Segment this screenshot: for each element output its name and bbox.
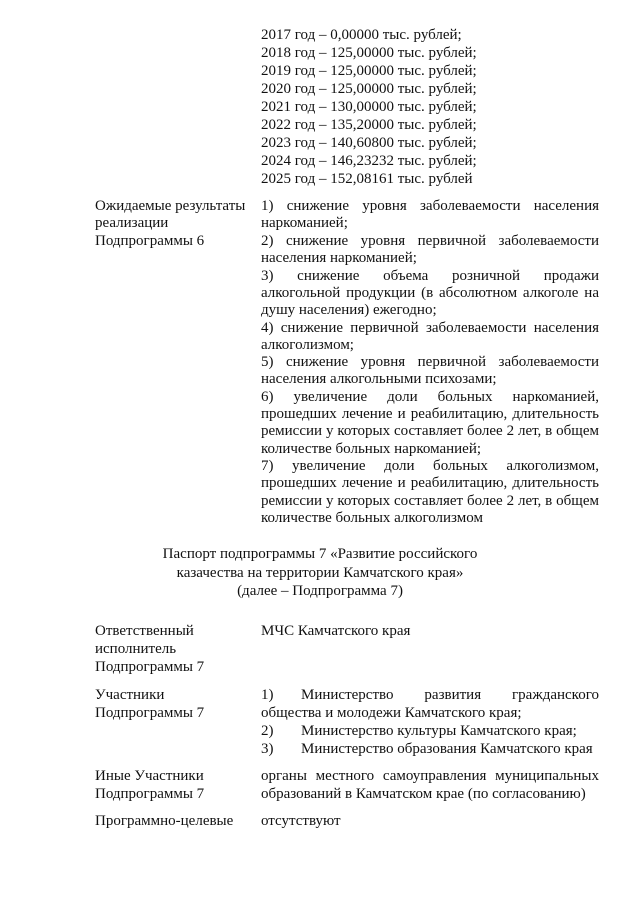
funding-year-2023: 2023 год – 140,60800 тыс. рублей; — [261, 135, 477, 151]
results-line: прошедших лечение и реабилитацию, длительность — [261, 406, 599, 422]
results-line: количестве больных алкоголизмом — [261, 510, 483, 526]
funding-year-2021: 2021 год – 130,00000 тыс. рублей; — [261, 99, 477, 115]
participant-item: Министерство развития гражданского — [301, 687, 599, 703]
participant-item: Министерство культуры Камчатского края; — [301, 723, 577, 739]
results-line: населения алкогольными психозами; — [261, 371, 497, 387]
participant-number: 2) — [261, 723, 274, 739]
other-participants-label: Иные Участники — [95, 768, 204, 784]
participant-number: 1) — [261, 687, 274, 703]
results-line: 7) увеличение доли больных алкоголизмом, — [261, 458, 599, 474]
funding-year-2025: 2025 год – 152,08161 тыс. рублей — [261, 171, 473, 187]
responsible-label: Ответственный — [95, 623, 194, 639]
passport-title: казачества на территории Камчатского края» — [176, 565, 464, 581]
results-line: 1) снижение уровня заболеваемости населения — [261, 198, 599, 214]
other-participants-line: образований в Камчатском крае (по согласованию) — [261, 786, 586, 802]
results-line: ремиссии у которых составляет более 2 лет, в общем — [261, 493, 599, 509]
results-line: 3) снижение объема розничной продажи — [261, 268, 599, 284]
funding-year-2019: 2019 год – 125,00000 тыс. рублей; — [261, 63, 477, 79]
results-line: 6) увеличение доли больных наркоманией, — [261, 389, 599, 405]
results-line: 5) снижение уровня первичной заболеваемости — [261, 354, 599, 370]
funding-year-2024: 2024 год – 146,23232 тыс. рублей; — [261, 153, 477, 169]
funding-year-2022: 2022 год – 135,20000 тыс. рублей; — [261, 117, 477, 133]
responsible-label: исполнитель — [95, 641, 177, 657]
passport-title: (далее – Подпрограмма 7) — [237, 583, 403, 599]
results-line: наркоманией; — [261, 215, 348, 231]
results-line: населения наркоманией; — [261, 250, 417, 266]
program-target-label: Программно-целевые — [95, 813, 234, 829]
other-participants-label: Подпрограммы 7 — [95, 786, 205, 802]
participants-label: Подпрограммы 7 — [95, 705, 205, 721]
results-line: душу населения) ежегодно; — [261, 302, 437, 318]
participant-item: общества и молодежи Камчатского края; — [261, 705, 522, 721]
participant-item: Министерство образования Камчатского края — [301, 741, 593, 757]
passport-title: Паспорт подпрограммы 7 «Развитие российского — [162, 546, 478, 562]
responsible-label: Подпрограммы 7 — [95, 659, 205, 675]
results-line: ремиссии у которых составляет более 2 лет, в общем — [261, 423, 599, 439]
funding-year-2018: 2018 год – 125,00000 тыс. рублей; — [261, 45, 477, 61]
participant-number: 3) — [261, 741, 274, 757]
results-label-line: Ожидаемые результаты — [95, 198, 246, 214]
results-line: 2) снижение уровня первичной заболеваемости — [261, 233, 599, 249]
funding-year-2020: 2020 год – 125,00000 тыс. рублей; — [261, 81, 477, 97]
responsible-value: МЧС Камчатского края — [261, 623, 411, 639]
results-label-line: реализации — [95, 215, 169, 231]
other-participants-line: органы местного самоуправления муниципальных — [261, 768, 599, 784]
results-label-line: Подпрограммы 6 — [95, 233, 205, 249]
results-line: прошедших лечение и реабилитацию, длительность — [261, 475, 599, 491]
results-line: количестве больных наркоманией; — [261, 441, 482, 457]
results-line: алкогольной продукции (в абсолютном алкоголе на — [261, 285, 599, 301]
funding-year-2017: 2017 год – 0,00000 тыс. рублей; — [261, 27, 462, 43]
results-line: алкоголизмом; — [261, 337, 354, 353]
results-line: 4) снижение первичной заболеваемости населения — [261, 320, 599, 336]
participants-label: Участники — [95, 687, 165, 703]
program-target-value: отсутствуют — [261, 813, 341, 829]
